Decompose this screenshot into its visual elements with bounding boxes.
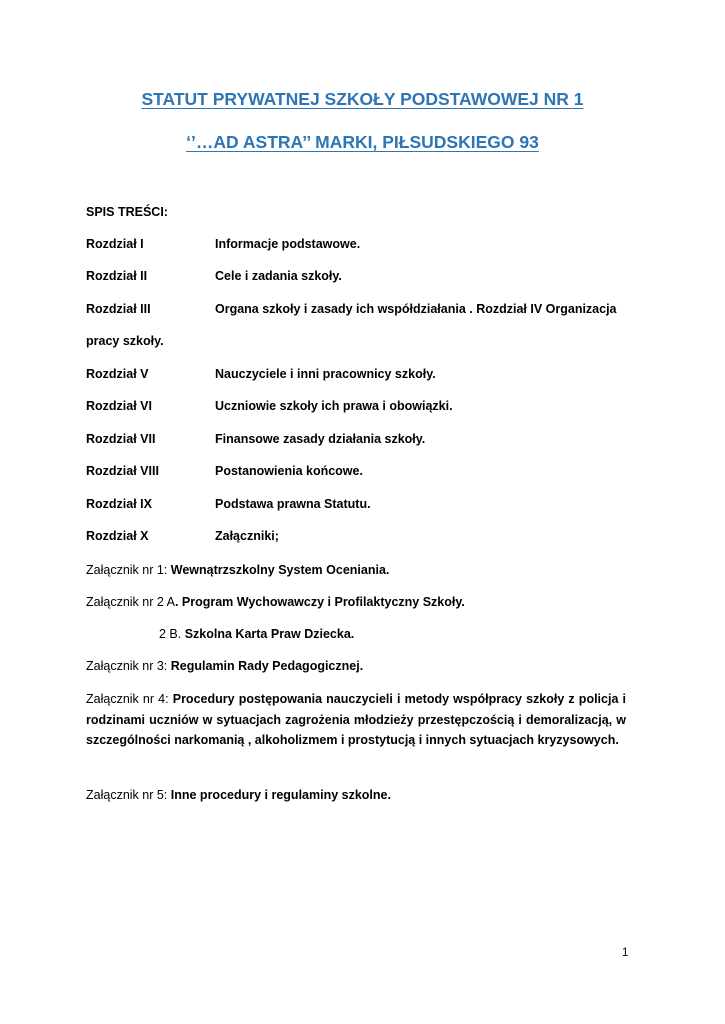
attachment-prefix: Załącznik nr 5: — [86, 788, 171, 802]
toc-chapter-title: Nauczyciele i inni pracownicy szkoły. — [215, 367, 436, 381]
document-title-line1: STATUT PRYWATNEJ SZKOŁY PODSTAWOWEJ NR 1 — [141, 89, 584, 109]
page-number: 1 — [622, 947, 629, 959]
attachment-prefix: Załącznik nr 4: — [86, 692, 173, 706]
attachment-prefix: 2 B. — [159, 627, 185, 641]
toc-heading: SPIS TREŚCI: — [86, 205, 168, 219]
document-title-line2: ‘’…AD ASTRA’’ MARKI, PIŁSUDSKIEGO 93 — [186, 132, 539, 152]
toc-chapter-title: Informacje podstawowe. — [215, 237, 361, 251]
attachment-2b — [159, 627, 354, 641]
toc-chapter-title: Załączniki; — [215, 529, 279, 543]
toc-chapter-label: Rozdział I — [86, 237, 144, 251]
toc-chapter-label: Rozdział V — [86, 367, 149, 381]
attachment-title: Inne procedury i regulaminy szkolne. — [170, 788, 391, 802]
toc-chapter-title: Finansowe zasady działania szkoły. — [215, 432, 426, 446]
toc-chapter-title: Uczniowie szkoły ich prawa i obowiązki. — [215, 399, 453, 413]
attachment-prefix: Załącznik nr 1: — [86, 563, 171, 577]
toc-chapter-title: Podstawa prawna Statutu. — [215, 497, 371, 511]
attachment-3 — [86, 659, 363, 673]
attachment-title: Regulamin Rady Pedagogicznej. — [170, 659, 364, 673]
toc-chapter-label: Rozdział II — [86, 269, 148, 283]
toc-chapter-label: Rozdział VII — [86, 432, 156, 446]
toc-chapter-continuation: pracy szkoły. — [86, 334, 164, 348]
attachment-prefix: Załącznik nr 2 A — [86, 595, 175, 609]
toc-chapter-title: Cele i zadania szkoły. — [215, 269, 342, 283]
toc-chapter-title: Organa szkoły i zasady ich współdziałania . Rozdział IV Organizacja — [215, 302, 617, 316]
toc-chapter-label: Rozdział VIII — [86, 464, 159, 478]
attachment-prefix: Załącznik nr 3: — [86, 659, 171, 673]
toc-chapter-label: Rozdział IX — [86, 497, 152, 511]
attachment-title: . Program Wychowawczy i Profilaktyczny Szkoły. — [174, 595, 465, 609]
attachment-1 — [86, 563, 389, 577]
toc-chapter-label: Rozdział VI — [86, 399, 152, 413]
attachment-title: Szkolna Karta Praw Dziecka. — [184, 627, 355, 641]
attachment-4 — [86, 689, 626, 751]
attachment-5 — [86, 788, 391, 802]
toc-chapter-label: Rozdział III — [86, 302, 151, 316]
attachment-title: Procedury postępowania nauczycieli i metody współpracy szkoły z policja i rodzinami uczniów w sytuacjach zagrożenia młodzieży przestępczością i demoralizacją, w szczególności narkomanią , alkoholizmem i prostytucją i innych sytuacjach kryzysowych. — [86, 692, 626, 747]
toc-chapter-label: Rozdział X — [86, 529, 149, 543]
attachment-title: Wewnątrzszkolny System Oceniania. — [170, 563, 390, 577]
attachment-2a — [86, 595, 465, 609]
toc-chapter-title: Postanowienia końcowe. — [215, 464, 363, 478]
